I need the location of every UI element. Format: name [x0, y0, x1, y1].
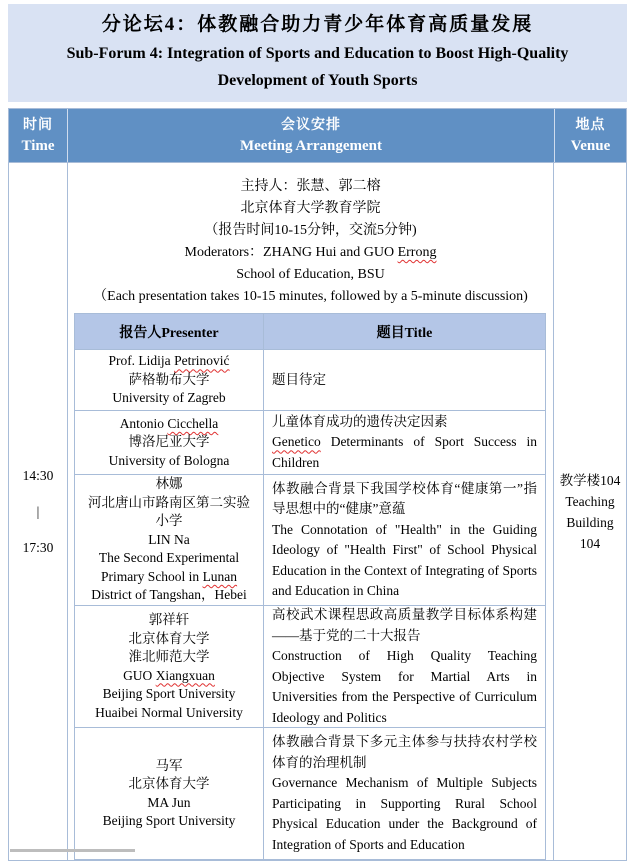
- text-segment: 小学: [155, 513, 183, 529]
- spellcheck-flagged-text: Cicchella: [167, 415, 219, 431]
- text-segment: District of Tangshan，Hebei: [91, 587, 247, 603]
- text-line: [78, 757, 260, 776]
- title-cell-row5: [263, 727, 545, 859]
- title-cell-row3: [263, 474, 545, 605]
- text-line: [272, 479, 537, 520]
- text-line: [78, 433, 260, 452]
- presenter-cell-row1: [75, 349, 263, 410]
- time-column-header: [9, 109, 67, 162]
- text-line: [272, 605, 537, 646]
- text-segment: Moderators：ZHANG Hui and GUO: [184, 245, 398, 260]
- text-segment: University of Bologna: [108, 452, 230, 468]
- text-segment: 高校武术课程思政高质量教学目标体系构建——基于党的二十大报告: [272, 607, 537, 643]
- text-segment: School of Education, BSU: [236, 267, 385, 282]
- text-segment: GUO: [123, 667, 156, 683]
- text-line: [272, 432, 537, 473]
- time-header-zh: 时间: [23, 117, 53, 133]
- text-segment: 104: [579, 535, 601, 551]
- venue-cell: [554, 163, 626, 860]
- text-segment: 河北唐山市路南区第二实验: [88, 494, 250, 510]
- text-segment: The Connotation of "Health" in the Guiding Ideology of "Health First" of School Physical Education in the Context of Integrating of Sports and Education in China: [272, 521, 537, 598]
- text-segment: 郭祥轩: [148, 612, 190, 627]
- text-line: [68, 286, 553, 308]
- time-header-en: Time: [21, 137, 55, 154]
- text-line: [272, 370, 537, 391]
- text-line: [78, 512, 260, 531]
- text-line: [78, 667, 260, 686]
- text-line: [68, 176, 553, 198]
- meeting-arrangement-cell: [67, 163, 554, 860]
- meeting-column-header: [67, 109, 554, 162]
- title-header-label: 题目Title: [376, 325, 433, 341]
- venue-header-zh: 地点: [575, 117, 606, 133]
- time-cell: [9, 163, 67, 860]
- presenter-header-label: 报告人Presenter: [119, 325, 219, 341]
- text-line: [78, 549, 260, 568]
- text-segment: 萨格勒布大学: [128, 371, 210, 387]
- moderator-block: [68, 176, 553, 308]
- text-line: [68, 220, 553, 242]
- text-line: [78, 371, 260, 390]
- text-segment: （Each presentation takes 10-15 minutes, followed by a 5-minute discussion): [93, 289, 528, 304]
- text-line: [68, 198, 553, 220]
- title-cell-row4: [263, 605, 545, 727]
- text-line: [68, 264, 553, 286]
- title-header-cell: [263, 314, 545, 349]
- text-segment: LIN Na: [148, 531, 190, 547]
- time-separator: |: [36, 503, 40, 519]
- forum-title-en-line2: Development of Youth Sports: [217, 72, 418, 89]
- text-segment: Prof. Lidija: [108, 353, 175, 369]
- text-line: [272, 412, 537, 433]
- text-segment: （报告时间10-15分钟，交流5分钟): [204, 223, 417, 238]
- text-line: [78, 812, 260, 831]
- text-line: [78, 648, 260, 667]
- time-start: 14:30: [22, 467, 54, 483]
- text-segment: Teaching: [565, 493, 615, 509]
- forum-title-block: [8, 4, 627, 102]
- text-line: [272, 773, 537, 855]
- text-segment: Huaibei Normal University: [95, 704, 243, 720]
- text-line: [78, 794, 260, 813]
- text-line: [78, 685, 260, 704]
- schedule-header-row: [9, 109, 626, 163]
- forum-title-zh: 分论坛4：体教融合助力青少年体育高质量发展: [101, 14, 534, 35]
- spellcheck-flagged-text: Errong: [397, 245, 437, 260]
- presenter-header-cell: [75, 314, 263, 349]
- text-segment: 马军: [155, 757, 183, 773]
- title-cell-row2: [263, 410, 545, 474]
- text-line: [68, 242, 553, 264]
- text-line: [272, 732, 537, 773]
- presenter-cell-row2: [75, 410, 263, 474]
- text-line: [78, 531, 260, 550]
- text-line: [78, 452, 260, 471]
- text-segment: Building: [566, 514, 614, 530]
- presenter-cell-row5: [75, 727, 263, 859]
- presenter-cell-row4: [75, 605, 263, 727]
- text-line: [78, 611, 260, 630]
- text-segment: 儿童体育成功的遗传决定因素: [272, 413, 448, 429]
- venue-header-en: Venue: [570, 137, 611, 154]
- text-segment: Beijing Sport University: [102, 813, 236, 828]
- text-line: [78, 389, 260, 408]
- text-line: [580, 533, 600, 554]
- text-segment: Governance Mechanism of Multiple Subjects Participating in Supporting Rural School Physical Education under the Background of Integration of Sports and Education: [272, 775, 537, 852]
- spellcheck-flagged-text: Genetico: [272, 434, 321, 450]
- meeting-header-en: Meeting Arrangement: [239, 137, 383, 154]
- text-segment: 主持人：张慧、郭二榕: [240, 179, 381, 194]
- text-line: [78, 494, 260, 513]
- text-segment: Construction of High Quality Teaching Objective System for Martial Arts in Universities from the Perspective of Curriculum Ideology and Politics: [272, 648, 537, 725]
- text-segment: Antonio: [119, 415, 168, 431]
- text-segment: 淮北师范大学: [128, 649, 210, 664]
- spellcheck-flagged-text: Petrinović: [174, 353, 230, 369]
- meeting-header-zh: 会议安排: [281, 117, 341, 133]
- text-line: [78, 586, 260, 605]
- text-line: [566, 512, 613, 533]
- text-line: [78, 704, 260, 723]
- text-segment: University of Zagreb: [112, 390, 226, 406]
- text-segment: 体教融合背景下多元主体参与扶持农村学校体育的治理机制: [272, 734, 537, 770]
- text-segment: 北京体育大学: [128, 630, 210, 646]
- text-line: [78, 630, 260, 649]
- text-line: [78, 415, 260, 434]
- forum-title-en-line1: Sub-Forum 4: Integration of Sports and Education to Boost High-Quality: [66, 45, 569, 62]
- title-cell-row1: [263, 349, 545, 410]
- text-segment: 博洛尼亚大学: [128, 434, 210, 450]
- text-segment: 体教融合背景下我国学校体育“健康第一”指导思想中的“健康”意蕴: [272, 480, 537, 516]
- text-line: [78, 352, 260, 371]
- time-end: 17:30: [22, 539, 54, 555]
- horizontal-scrollbar-thumb[interactable]: [10, 849, 135, 852]
- schedule-table: [8, 108, 627, 861]
- text-segment: 北京体育大学教育学院: [240, 201, 381, 216]
- text-line: [272, 646, 537, 727]
- text-segment: 北京体育大学: [128, 776, 210, 791]
- text-line: [78, 775, 260, 794]
- text-segment: Beijing Sport University: [102, 686, 236, 701]
- presentation-table: [74, 313, 546, 860]
- text-line: [78, 475, 260, 494]
- presenter-cell-row3: [75, 474, 263, 605]
- text-line: [560, 470, 621, 491]
- text-line: [272, 520, 537, 602]
- spellcheck-flagged-text: Xiangxuan: [155, 667, 215, 683]
- text-segment: The Second Experimental: [98, 550, 240, 566]
- text-segment: Determinants of Sport Success in Children: [272, 434, 537, 470]
- text-segment: 林娜: [155, 476, 183, 492]
- text-line: [78, 568, 260, 587]
- text-segment: 题目待定: [272, 371, 326, 387]
- text-line: [565, 491, 614, 512]
- schedule-body-row: [9, 163, 626, 860]
- venue-column-header: [554, 109, 626, 162]
- text-segment: MA Jun: [147, 794, 191, 810]
- text-segment: Primary School in: [100, 568, 203, 584]
- document-page: [8, 4, 627, 861]
- spellcheck-flagged-text: Lunan: [202, 568, 238, 584]
- text-segment: 教学楼104: [559, 472, 621, 488]
